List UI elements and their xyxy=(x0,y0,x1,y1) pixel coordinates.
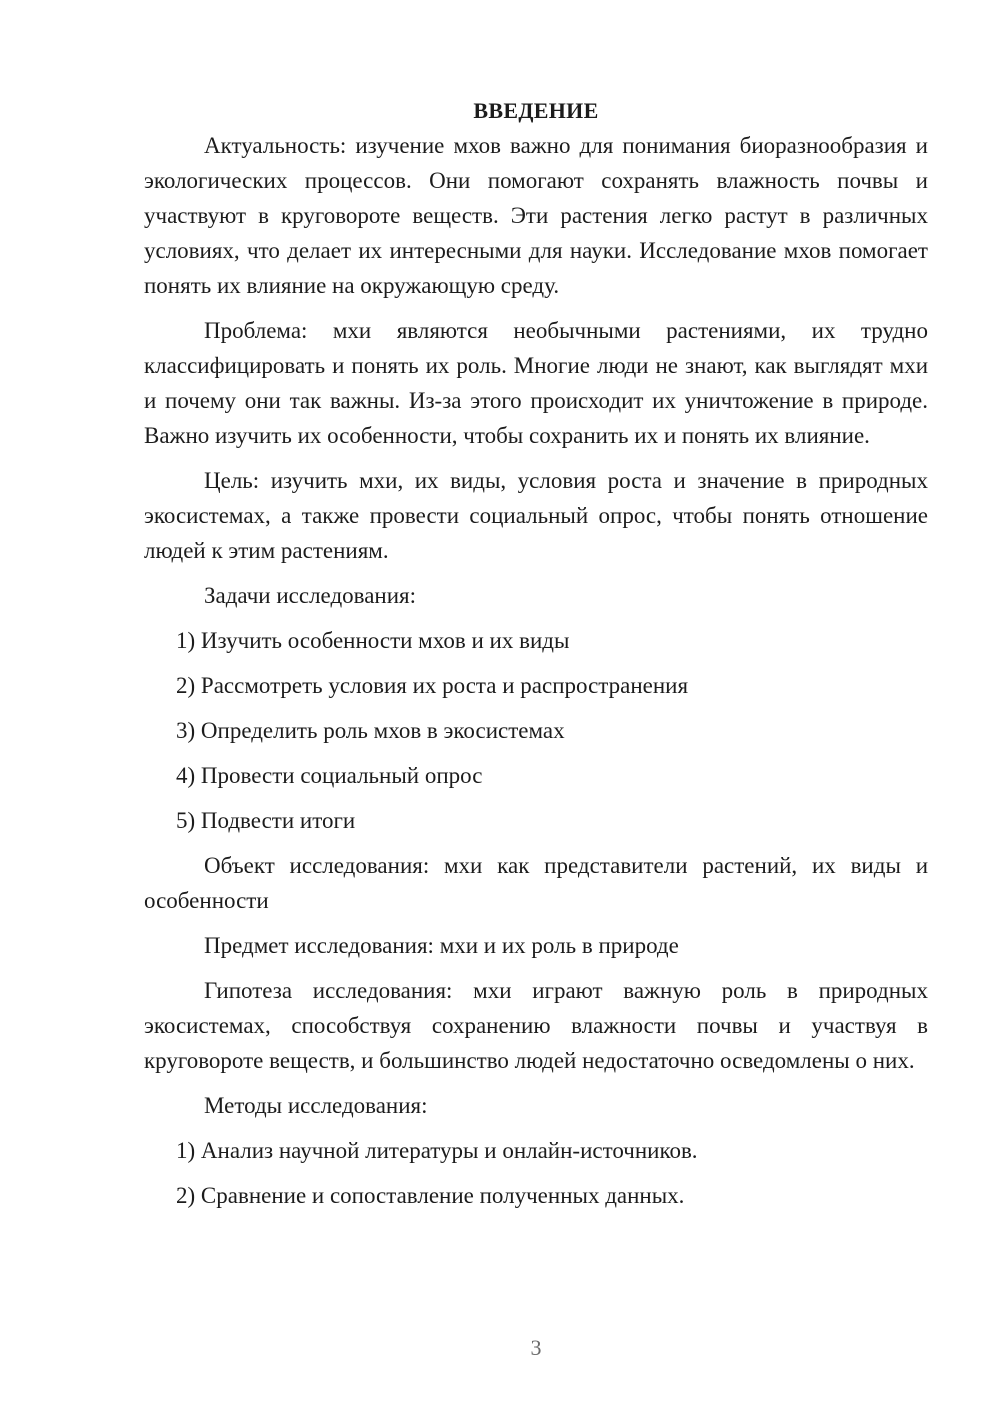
tasks-list xyxy=(144,623,928,838)
tasks-heading: Задачи исследования: xyxy=(204,583,417,608)
list-item: 2) Сравнение и сопоставление полученных данных. xyxy=(176,1183,685,1208)
relevance-paragraph: Актуальность: изучение мхов важно для понимания биоразнообразия и экологических процессов. Они помогают сохранять влажность почвы и участвуют в круговороте веществ. Эти растения легко растут в различных условиях, что делает их интересными для науки. Исследование мхов помогает понять их влияние на окружающую среду. xyxy=(144,133,928,298)
hypothesis-paragraph: Гипотеза исследования: мхи играют важную роль в природных экосистемах, способствуя сохранению влажности почвы и участвуя в круговороте веществ, и большинство людей недостаточно осведомлены о них. xyxy=(144,978,928,1073)
page-title: ВВЕДЕНИЕ xyxy=(473,98,599,123)
list-item: 1) Изучить особенности мхов и их виды xyxy=(176,628,570,653)
document-body xyxy=(144,93,928,1223)
object-paragraph: Объект исследования: мхи как представители растений, их виды и особенности xyxy=(144,853,928,913)
list-item: 3) Определить роль мхов в экосистемах xyxy=(176,718,565,743)
list-item: 4) Провести социальный опрос xyxy=(176,763,483,788)
methods-list xyxy=(144,1133,928,1213)
methods-heading: Методы исследования: xyxy=(204,1093,428,1118)
goal-paragraph: Цель: изучить мхи, их виды, условия роста и значение в природных экосистемах, а также провести социальный опрос, чтобы понять отношение людей к этим растениям. xyxy=(144,468,928,563)
list-item: 5) Подвести итоги xyxy=(176,808,356,833)
page-number: 3 xyxy=(530,1335,542,1360)
subject-paragraph: Предмет исследования: мхи и их роль в природе xyxy=(204,933,679,958)
list-item: 2) Рассмотреть условия их роста и распространения xyxy=(176,673,689,698)
problem-paragraph: Проблема: мхи являются необычными растениями, их трудно классифицировать и понять их роль. Многие люди не знают, как выглядят мхи и почему они так важны. Из-за этого происходит их уничтожение в природе. Важно изучить их особенности, чтобы сохранить их и понять их влияние. xyxy=(144,318,928,448)
list-item: 1) Анализ научной литературы и онлайн-источников. xyxy=(176,1138,698,1163)
